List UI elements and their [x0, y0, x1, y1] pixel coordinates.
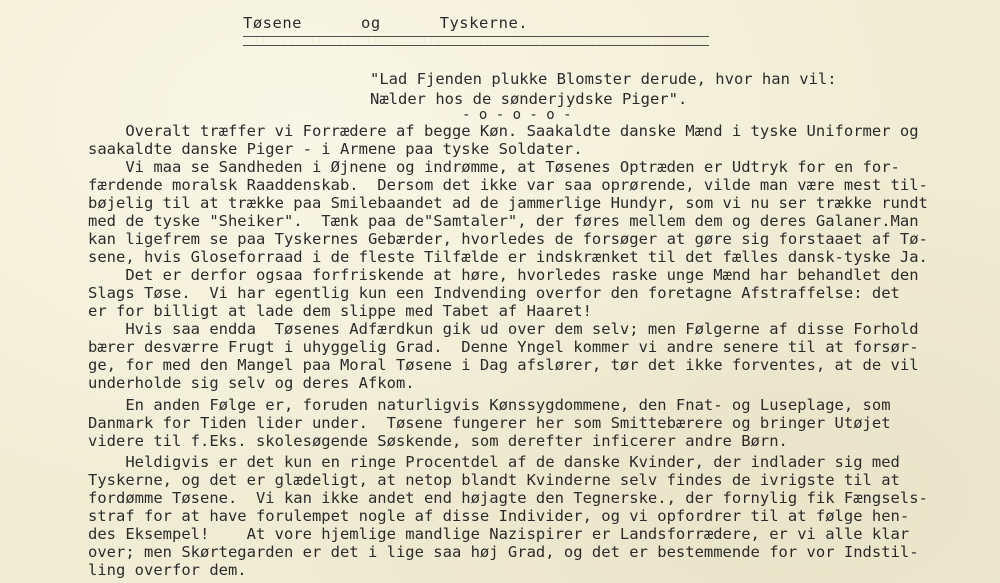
body-line: ling overfor dem.	[88, 561, 247, 579]
body-line: videre til f.Eks. skolesøgende Søskende, som derefter inficerer andre Børn.	[88, 432, 788, 450]
body-line: En anden Følge er, foruden naturligvis Kønssygdommene, den Fnat- og Luseplage, som	[88, 396, 891, 414]
body-line: Heldigvis er det kun en ringe Procentdel af de danske Kvinder, der indlader sig med	[88, 453, 900, 471]
document-title: Tøsene og Tyskerne.	[243, 14, 529, 32]
body-line: Overalt træffer vi Forrædere af begge Køn. Saakaldte danske Mænd i tyske Uniformer og	[88, 122, 919, 140]
body-line: Slags Tøse. Vi har egentlig kun een Indvending overfor den foretagne Afstraffelse: det	[88, 284, 900, 302]
epigraph-line-1: "Lad Fjenden plukke Blomster derude, hvor han vil:	[370, 70, 837, 88]
body-line: Danmark for Tiden lider under. Tøsene fungerer her som Smittebærere og bringer Utøjet	[88, 414, 891, 432]
body-line: bærer desværre Frugt i uhyggelig Grad. Denne Yngel kommer vi andre senere til at forsør-	[88, 338, 919, 356]
body-line: Det er derfor ogsaa forfriskende at høre, hvorledes raske unge Mænd har behandlet den	[88, 266, 919, 284]
body-line: bøjelig til at trække paa Smilebaandet ad de jammerlige Hundyr, som vi nu ser trække rundt	[88, 194, 928, 212]
section-separator: - o - o - o -	[462, 107, 572, 123]
body-line: færdende moralsk Raaddenskab. Dersom det ikke var saa oprørende, vilde man være mest til-	[88, 176, 928, 194]
body-line: over; men Skørtegarden er det i lige saa høj Grad, og det er bestemmende for vor Indstil-	[88, 543, 919, 561]
body-line: Vi maa se Sandheden i Øjnene og indrømme, at Tøsenes Optræden er Udtryk for en for-	[88, 158, 900, 176]
epigraph-line-2: Nælder hos de sønderjydske Piger".	[370, 90, 688, 108]
body-line: er for billigt at lade dem slippe med Tabet af Haaret!	[88, 302, 592, 320]
body-line: med de tyske "Sheiker". Tænk paa de"Samtaler", der føres mellem dem og deres Galaner.Man	[88, 212, 919, 230]
body-line: fordømme Tøsene. Vi kan ikke andet end højagte den Tegnerske., der fornylig fik Fængsels-	[88, 489, 928, 507]
body-line: saakaldte danske Piger - i Armene paa tyske Soldater.	[88, 140, 583, 158]
body-line: des Eksempel! At vore hjemlige mandlige Nazispirer er Landsforrædere, er vi alle klar	[88, 525, 910, 543]
body-line: kan ligefrem se paa Tyskernes Gebærder, hvorledes de forsøger at gøre sig forstaaet af Tø-	[88, 230, 928, 248]
body-line: Hvis saa endda Tøsenes Adfærdkun gik ud over dem selv; men Følgerne af disse Forhold	[88, 320, 919, 338]
body-line: underholde sig selv og deres Afkom.	[88, 374, 415, 392]
body-line: ge, for med den Mangel paa Moral Tøsene i Dag afslører, tør det ikke forventes, at de vil	[88, 356, 919, 374]
body-line: Tyskerne, og det er glædeligt, at netop blandt Kvinderne selv findes de ivrigste til at	[88, 471, 900, 489]
body-line: sene, hvis Gloseforraad i de fleste Tilfælde er indskrænket til det fælles dansk-tyske Ja.	[88, 248, 928, 266]
title-underline	[243, 36, 709, 46]
body-line: straf for at have forulempet nogle af disse Individer, og vi opfordrer til at følge hen-	[88, 507, 910, 525]
